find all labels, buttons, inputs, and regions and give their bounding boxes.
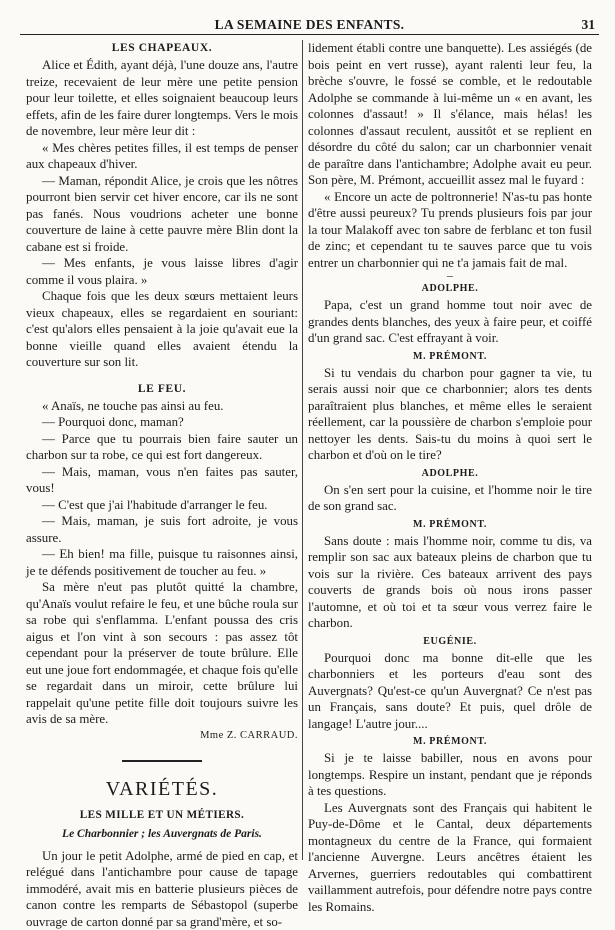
- story-paragraph: « Encore un acte de poltronnerie! N'as-tu pas honte d'être aussi peureux? Tu prends plusieurs fois par jour la tour Malakoff avec ton sabre de ferblanc et ton fusil de zinc; et cependant tu te sauves parce que tu vois entrer un charbonnier qui ne t'a jamais fait de mal.: [308, 189, 592, 272]
- speaker-label: ADOLPHE.: [308, 282, 592, 296]
- feu-paragraph: Sa mère n'eut pas plutôt quitté la chambre, qu'Anaïs voulut refaire le feu, et une bûche roula sur sa robe qui s'enflamma. L'enfant poussa des cris aigus et l'on vint à son secours : pas assez tôt cependant pour la préserver de toute brûlure. Elle eut une joue fort endommagée, et chaque fois qu'elle se regardait dans un miroir, cette brûlure lui rappelait qu'une petite fille doit toujours suivre les avis de sa mère.: [26, 579, 298, 728]
- section-rule: [122, 760, 202, 762]
- journal-title: LA SEMAINE DES ENFANTS.: [20, 17, 599, 33]
- dialogue-text: Pourquoi donc ma bonne dit-elle que les charbonniers et les porteurs d'eau sont des Auvergnats? Qu'est-ce qu'un Auvergnat? Ce n'est pas un Français, sans doute? Et puis, quel drôle de langage! L'autre jour....: [308, 650, 592, 733]
- story-paragraph: lidement établi contre une banquette). Les assiégés (de bois peint en vert russe), ayant ralenti leur feu, la brèche s'ouvre, le fossé se comble, et le redoutable Adolphe se commande à lui-même un « en avant, les colonnes d'assaut! » Il s'élance, mais hélas! les colonnes d'assaut reculent, aussitôt et se replient en désordre du côté du salon; car un charbonnier venait de paraître dans l'antichambre; Adolphe avait eu peur. Son père, M. Prémont, accueillit assez mal le fuyard :: [308, 40, 592, 189]
- feu-paragraph: — C'est que j'ai l'habitude d'arranger le feu.: [26, 497, 298, 514]
- chapeaux-paragraph: Alice et Édith, ayant déjà, l'une douze ans, l'autre treize, recevaient de leur mère une petite pension pour leur toilette, et elles soignaient beaucoup leurs effets, afin de les faire durer longtemps. Vers le mois de novembre, leur mère leur dit :: [26, 57, 298, 140]
- feu-paragraph: — Eh bien! ma fille, puisque tu raisonnes ainsi, je te défends positivement de toucher au feu. »: [26, 546, 298, 579]
- column-divider: [302, 40, 303, 860]
- dialogue-text: Si tu vendais du charbon pour gagner ta vie, tu serais aussi noir que ce charbonnier; alors tes dents paraîtraient plus blanches, et même elles le seraient réellement, car la poussière de charbon s'emploie pour nettoyer les dents. Sais-tu du moins à quoi sert le charbon et d'où on le tire?: [308, 365, 592, 464]
- speaker-label: ADOLPHE.: [308, 467, 592, 481]
- left-column: [26, 40, 298, 930]
- speaker-label: EUGÉNIE.: [308, 635, 592, 649]
- speaker-label: M. PRÉMONT.: [308, 518, 592, 532]
- varietes-heading: VARIÉTÉS.: [26, 776, 298, 802]
- chapeaux-paragraph: Chaque fois que les deux sœurs mettaient leurs vieux chapeaux, elles se regardaient en souriant: c'est qu'alors elles pensaient à la joie qu'avait eue la bonne vieille quand elles avaient étendu la couverture sur son lit.: [26, 288, 298, 371]
- feu-heading: LE FEU.: [26, 381, 298, 397]
- chapeaux-paragraph: — Mes enfants, je vous laisse libres d'agir comme il vous plaira. »: [26, 255, 298, 288]
- speaker-label: M. PRÉMONT.: [308, 735, 592, 749]
- feu-paragraph: — Mais, maman, je suis fort adroite, je vous assure.: [26, 513, 298, 546]
- right-column: [308, 40, 592, 915]
- chapeaux-paragraph: — Maman, répondit Alice, je crois que les nôtres pourront bien servir cet hiver encore, car ils ne sont pas fanés. Nous voudrions acheter une bonne couverture de laine à cette pauvre mère Blin dont la cabane est si froide.: [26, 173, 298, 256]
- page-number: 31: [582, 17, 596, 33]
- speaker-label: M. PRÉMONT.: [308, 350, 592, 364]
- closing-paragraph: Les Auvergnats sont des Français qui habitent le Puy-de-Dôme et le Cantal, deux départements montagneux du centre de la France, qui formaient l'ancienne Auvergne. Leurs ancêtres étaient les Arvernes, guerriers redoutables qui combattirent vaillamment autrefois, pour défendre notre pays contre les Romains.: [308, 800, 592, 916]
- dialogue-text: Si je te laisse babiller, nous en avons pour longtemps. Respire un instant, pendant que je réponds à tes questions.: [308, 750, 592, 800]
- feu-paragraph: — Mais, maman, vous n'en faites pas sauter, vous!: [26, 464, 298, 497]
- charbonnier-subtitle: Le Charbonnier ; les Auvergnats de Paris.: [26, 827, 298, 842]
- feu-paragraph: — Parce que tu pourrais bien faire sauter un charbon sur ta robe, ce qui est fort dangereux.: [26, 431, 298, 464]
- feu-paragraph: — Pourquoi donc, maman?: [26, 414, 298, 431]
- separator-stroke: –: [308, 271, 592, 279]
- metiers-subheading: LES MILLE ET UN MÉTIERS.: [26, 808, 298, 823]
- dialogue-text: Sans doute : mais l'homme noir, comme tu dis, va remplir son sac aux bateaux pleins de charbon que tu vois sur la rivière. Ces bateaux arrivent des pays couverts de grands bois où nous irons passer l'automne, et où toi et ta sœur vous verrez faire le charbon.: [308, 533, 592, 632]
- feu-paragraph: « Anaïs, ne touche pas ainsi au feu.: [26, 398, 298, 415]
- varietes-paragraph: Un jour le petit Adolphe, armé de pied en cap, et relégué dans l'antichambre pour cause de tapage immodéré, avait mis en batterie plusieurs pièces de canon contre les remparts de Sébastopol (superbe ouvrage de carton donné par sa grand'mère, et so-: [26, 848, 298, 930]
- author-signature: Mme Z. CARRAUD.: [26, 728, 298, 745]
- dialogue-text: On s'en sert pour la cuisine, et l'homme noir le tire de son grand sac.: [308, 482, 592, 515]
- chapeaux-paragraph: « Mes chères petites filles, il est temps de penser aux chapeaux d'hiver.: [26, 140, 298, 173]
- running-header: [20, 14, 599, 35]
- chapeaux-heading: LES CHAPEAUX.: [26, 40, 298, 56]
- dialogue-text: Papa, c'est un grand homme tout noir avec de grandes dents blanches, des yeux à faire peur, et coiffé d'un grand sac. C'est effrayant à voir.: [308, 297, 592, 347]
